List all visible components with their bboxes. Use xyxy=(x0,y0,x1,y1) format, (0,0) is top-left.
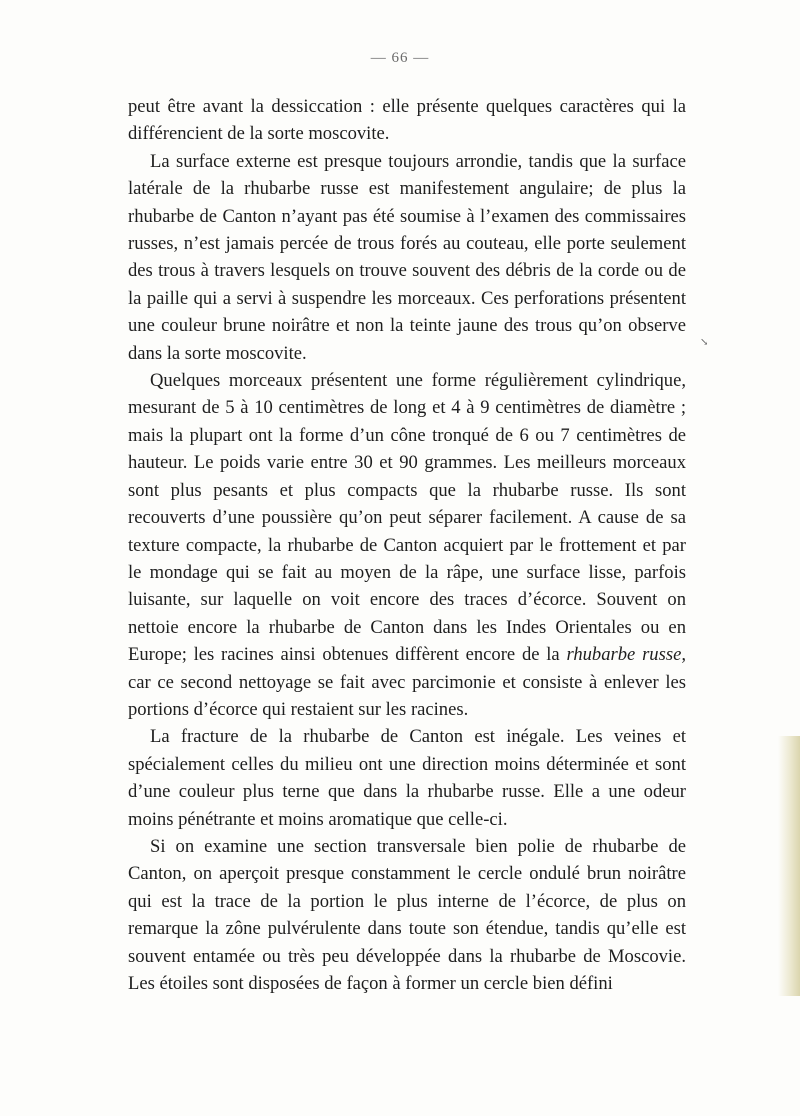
paragraph-1: peut être avant la dessiccation : elle présente quelques caractères qui la différencient de la sorte moscovite. xyxy=(128,96,686,145)
paragraph-3 xyxy=(128,367,686,723)
paragraph-3-italic: rhubarbe russe, xyxy=(566,644,686,666)
paragraph-3-text: Quelques morceaux présentent une forme régulièrement cylindrique, mesurant de 5 à 10 centimètres de long et 4 à 9 centimètres de diamètre ; mais la plupart ont la forme d’un cône tronqué de 6 ou 7 centimètres de hauteur. Le poids varie entre 30 et 90 grammes. Les meilleurs morceaux sont plus pesants et plus compacts que la rhubarbe russe. Ils sont recouverts d’une poussière qu’on peut séparer facilement. A cause de sa texture compacte, la rhubarbe de Canton acquiert par le frottement et par le mondage qui se fait au moyen de la râpe, une surface lisse, parfois luisante, sur laquelle on voit encore des traces d’écorce. Souvent on nettoie encore la rhubarbe de Canton dans les Indes Orientales ou en Europe; les racines ainsi obtenues diffèrent encore de la xyxy=(128,370,686,666)
body-text xyxy=(128,93,686,997)
print-speck-mark: ↘ xyxy=(700,337,709,348)
paragraph-2: La surface externe est presque toujours arrondie, tandis que la surface latérale de la rhubarbe russe est manifestement angulaire; de plus la rhubarbe de Canton n’ayant pas été soumise à l’examen des commissaires russes, n’est jamais percée de trous forés au couteau, elle porte seulement des trous à travers lesquels on trouve souvent des débris de la corde ou de la paille qui a servi à suspendre les morceaux. Ces perforations présentent une couleur brune noirâtre et non la teinte jaune des trous qu’on observe dans la sorte moscovite. xyxy=(128,150,686,364)
paper-edge-stain xyxy=(778,736,800,996)
paragraph-5: Si on examine une section transversale bien polie de rhubarbe de Canton, on aperçoit presque constamment le cercle ondulé brun noirâtre qui est la trace de la portion le plus interne de l’écorce, de plus on remarque la zône pulvérulente dans toute son étendue, tandis qu’elle est souvent entamée ou très peu développée dans la rhubarbe de Moscovie. Les étoiles sont disposées de façon à former un cercle bien défini xyxy=(128,835,686,994)
paragraph-4: La fracture de la rhubarbe de Canton est inégale. Les veines et spécialement celles du milieu ont une direction moins déterminée et sont d’une couleur plus terne que dans la rhubarbe russe. Elle a une odeur moins pénétrante et moins aromatique que celle-ci. xyxy=(128,726,686,830)
page-number: — 66 — xyxy=(370,50,430,66)
paragraph-3-continuation: car ce second nettoyage se fait avec parcimonie et consiste à enlever les portions d’écorce qui restaient sur les racines. xyxy=(128,671,686,720)
